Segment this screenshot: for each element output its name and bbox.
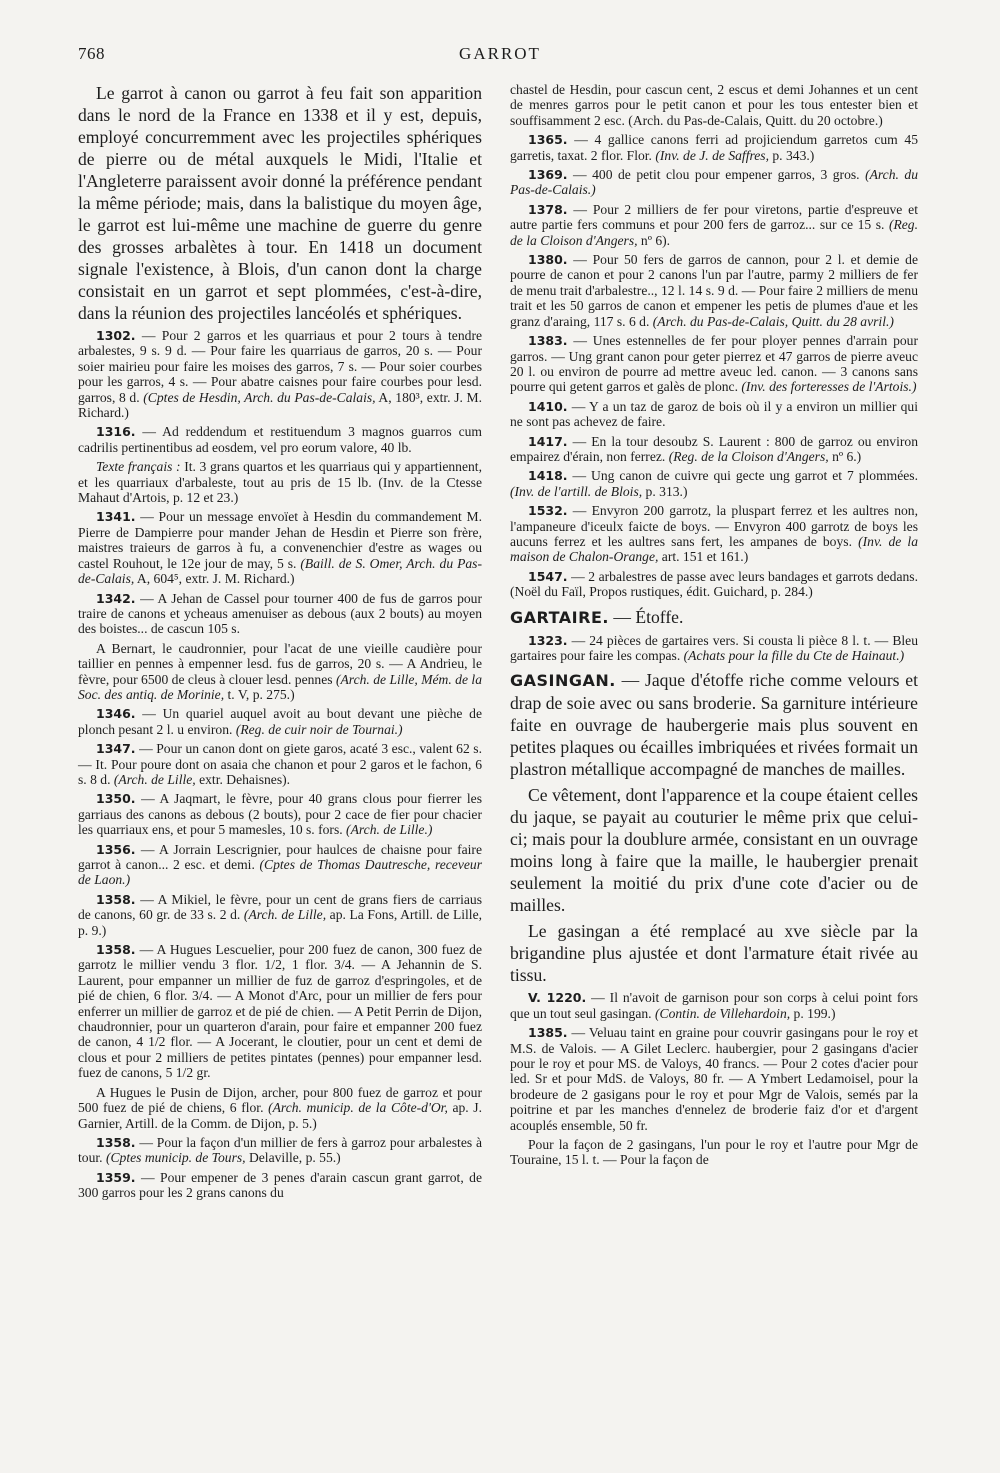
entry-1302: 1302. — Pour 2 garros et les quarriaus et pour 2 tours à tendre arbalestes, 9 s. 9 d. — Pour faire les quarriaus de garros, 20 s. — Pour soier mairieu pour faire les moises des garros, 7 s. — Pour soier courbes pour les garros, 4 s. — Pour abatre caisnes pour faire courbes pour lesd. garros, 8 d. (Cptes de Hesdin, Arch. du Pas-de-Calais, A, 180³, extr. J. M. Richard.) [78, 328, 483, 421]
entry-1358-a: 1358. — A Mikiel, le fèvre, pour un cent de grans fiers de carriaus de canons, 60 gr. de 33 s. 2 d. (Arch. de Lille, ap. La Fons, Artill. de Lille, p. 9.) [78, 891, 483, 938]
entry-1369: 1369. — 400 de petit clou pour empener garros, 3 gros. (Arch. du Pas-de-Calais.) [510, 167, 918, 198]
gartaire-heading: GARTAIRE. — Étoffe. [510, 606, 684, 627]
entry-1365: 1365. — 4 gallice canons ferri ad projiciendum garretos cum 45 garretis, taxat. 2 flor. Flor. (Inv. de J. de Saffres, p. 343.) [510, 132, 918, 163]
entry-1417: 1417. — En la tour desoubz S. Laurent : 800 de garroz ou environ empairez d'érain, non ferrez. (Reg. de la Cloison d'Angers, nº 6.) [510, 433, 918, 464]
entry-1346: 1346. — Un quariel auquel avoit au bout devant une pièche de plonch pesant 2 l. u environ. (Reg. de cuir noir de Tournai.) [78, 706, 482, 737]
entry-1547: 1547. — 2 arbalestres de passe avec leurs bandages et garrots dedans. (Noël du Faïl, Propos rustiques, édit. Guichard, p. 284.) [510, 568, 918, 600]
entry-1316-texte: Texte français : It. 3 grans quartos et les quarriaus qui y appartiennent, et les quarriaux d'arbaleste, tout au pris de 15 lb. (Inv. de la Ctesse Mahaut d'Artois, p. 12 et 23.) [78, 459, 482, 506]
entry-v1220: V. 1220. — Il n'avoit de garnison pour son corps à celui point fors que un tout seul gasingan. (Contin. de Villehardoin, p. 199.) [510, 990, 918, 1021]
gasingan-heading: GASINGAN. — Jaque d'étoffe riche comme velours et drap de soie avec ou sans broderie. Sa garniture intérieure faite en ouvrage de haubergerie mais plus souvent en petites plaques ou écailles imbriquées et rivées formait un plastron métallique accompagné de manches de mailles. [510, 670, 918, 780]
entry-1385-facon: Pour la façon de 2 gasingans, l'un pour le roy et l'autre pour Mgr de Touraine, 15 l. t. — Pour la façon de [510, 1137, 918, 1168]
gasingan-para-3: Le gasingan a été remplacé au xve siècle par la brigandine plus ajustée et dont l'armature était rivée au tissu. [510, 921, 918, 986]
entry-1358-c: 1358. — Pour la façon d'un millier de fers à garroz pour arbalestes à tour. (Cptes municip. de Tours, Delaville, p. 55.) [78, 1134, 482, 1166]
entry-1323: 1323. — 24 pièces de gartaires vers. Si cousta li pièce 8 l. t. — Bleu gartaires pour faire les compas. (Achats pour la fille du Cte de Hainaut.) [510, 632, 918, 663]
intro-paragraph: Le garrot à canon ou garrot à feu fait son apparition dans le nord de la France en 1338 et il y est, depuis, employé concurremment avec les projectiles sphériques de pierre ou de métal auxquels le Midi, l'Italie et l'Angleterre paraissent avoir donné la préférence pendant la même période; mais, dans la balistique du moyen âge, le garrot est lui-même une machine de guerre du genre des grosses arbalètes à tour. En 1418 un document signale l'existence, à Blois, d'un canon dont la charge consistait en un garrot et sept plommées, c'est-à-dire, dans la réunion des projectiles lancéolés et sphériques. [78, 83, 482, 323]
entry-1358-b: 1358. — A Hugues Lescuelier, pour 200 fuez de canon, 300 fuez de garrotz le millier vendu 3 flor. 1/2, 1 flor. 3/4. — A Jehannin de S. Laurent, pour empanner un millier de fuz de garroz d'espringoles, et de pié de chien, 6 flor. 3/4. — A Monot d'Arc, pour un millier de fers pour enferrer un millier de garroz et de pié de chien. — A Petit Perrin de Dijon, chaudronnier, pour un quarteron d'arain, pour faire et empanner 200 fuez de canon, 4 1/2 flor. — A Jocerant, le cloutier, pour un cent et demi de clous et pour 2 milliers de petites pintates (pennes) pour empanner lesd. fuez de canons, 5 1/2 gr. [78, 942, 482, 1081]
right-column [510, 82, 918, 1172]
entry-1316: 1316. — Ad reddendum et restituendum 3 magnos guarros cum cadrilis pertinentibus ad eosdem, vel pro eorum valore, 40 lb. [78, 424, 482, 455]
entry-1418: 1418. — Ung canon de cuivre qui gecte ung garrot et 7 plommées. (Inv. de l'artill. de Blois, p. 313.) [510, 468, 918, 499]
gasingan-para-2: Ce vêtement, dont l'apparence et la coupe étaient celles du jaque, se payait au couturier le même prix que celui-ci; mais pour la doublure armée, consistant en un ouvrage moins long à faire que la maille, le haubergier prenait seulement la moitié du prix d'une cote d'acier ou de mailles. [510, 785, 918, 916]
entry-1380: 1380. — Pour 50 fers de garros de cannon, pour 2 l. et demie de pourre de canon et pour 2 canons l'un par l'autre, parmy 2 milliers de fer de menu trait d'arbalestre.., 12 l. 14 s. 9 d. — Pour faire 2 milliers de menu trait et les 50 garros de canon et empener les petis de plumes d'aue et les granz d'araing, 117 s. 6 d. (Arch. du Pas-de-Calais, Quitt. du 28 avril.) [510, 252, 918, 329]
entry-1342: 1342. — A Jehan de Cassel pour tourner 400 de fus de garros pour traire de canons et ycheaus amenuiser as debous (aux 2 bouts) au moyen des boistes... de cascun 105 s. [78, 590, 482, 637]
running-title: GARROT [459, 44, 541, 63]
entry-1532: 1532. — Envyron 200 garrotz, la pluspart ferrez et les aultres non, l'ampaneure d'iceulx faicte de boys. — Envyron 400 garrotz de boys les aucuns ferrez et les aultres sans fert, les ampanes de boys. (Inv. de la maison de Chalon-Orange, art. 151 et 161.) [510, 503, 919, 565]
entry-1347: 1347. — Pour un canon dont on giete garos, acaté 3 esc., valent 62 s. — It. Pour poure dont on asaia che chanon et pour 2 garos et le fachon, 6 s. 8 d. (Arch. de Lille, extr. Dehaisnes). [78, 741, 482, 787]
left-column [78, 82, 482, 1205]
entry-1350: 1350. — A Jaqmart, le fèvre, pour 40 grans clous pour fierrer les garriaus des canons as debous (2 bouts), pour 2 cace de fier pour chacier les quarriaux ens, et pour 5 mamesles, 10 s. fors. (Arch. de Lille.) [78, 791, 482, 838]
entry-1358-pusin: A Hugues le Pusin de Dijon, archer, pour 800 fuez de garroz et pour 500 fuez de pié de chiens, 6 flor. (Arch. municip. de la Côte-d'Or, ap. J. Garnier, Artill. de la Comm. de Dijon, p. 5.) [78, 1084, 482, 1131]
page-number: 768 [78, 44, 105, 63]
entry-1342-bernart: A Bernart, le caudronnier, pour l'acat de une vieille caudière pour taillier en pennes à empenner lesd. fus de garros, 20 s. — A Andrieu, le fèvre, pour 6500 de cleus à clouer lesd. pennes (Arch. de Lille, Mém. de la Soc. des antiq. de Morinie, t. V, p. 275.) [78, 640, 482, 702]
entry-1378: 1378. — Pour 2 milliers de fer pour viretons, partie d'espreuve et autre partie fers communs et pour 200 fers de garroz... sur ce 15 s. (Reg. de la Cloison d'Angers, nº 6). [510, 201, 918, 248]
entry-1359: 1359. — Pour empener de 3 penes d'arain cascun grant garrot, de 300 garros pour les 2 grans canons du [78, 1169, 482, 1201]
entry-1356: 1356. — A Jorrain Lescrignier, pour haulces de chaisne pour faire garrot à canon... 2 esc. et demi. (Cptes de Thomas Dautresche, receveur de Laon.) [78, 841, 482, 888]
entry-1383: 1383. — Unes estennelles de fer pour ployer pennes d'arrain pour garros. — Ung grant canon pour geter pierrez et 47 garros de pierre aveuc 20 l. ou environ de pourre ad mettre aveuc led. canon. — 3 canons sans pourre qui getent garros et galès de plonc. (Inv. des forteresses de l'Artois.) [510, 333, 918, 395]
continuation-paragraph: chastel de Hesdin, pour cascun cent, 2 escus et demi Johannes et un cent de menres garros pour le petit canon et pour les tous entester bien et souffisamment 2 esc. (Arch. du Pas-de-Calais, Quitt. du 20 octobre.) [510, 82, 918, 128]
entry-1410: 1410. — Y a un taz de garoz de bois où il y a environ un millier qui ne sont pas achevez de faire. [510, 398, 918, 430]
entry-1385: 1385. — Veluau taint en graine pour couvrir gasingans pour le roy et M.S. de Valois. — A Gilet Leclerc. haubergier, pour 2 gasingans d'acier pour le roy et pour MS. de Valoys, 40 francs. — Pour 2 cotes d'acier pour led. Sr et pour MdS. de Valoys, 80 fr. — A Ymbert Ledamoisel, pour la brodeure de 2 gasigans pour le roy et pour Mgr de Valois, semés par la poitrine et par les manches d'ennelez de broderie faiz d'or et d'argent acouplés ensemble, 50 fr. [510, 1025, 918, 1133]
entry-1341: 1341. — Pour un message envoïet à Hesdin du commandement M. Pierre de Dampierre pour mander Jehan de Hesdin et Pierre son frère, maistres traieurs de garros à fu, a convenenchier d'estre as wages ou castel Rouhout, le 12e jour de may, 5 s. (Baill. de S. Omer, Arch. du Pas-de-Calais, A, 604⁵, extr. J. M. Richard.) [78, 509, 482, 587]
